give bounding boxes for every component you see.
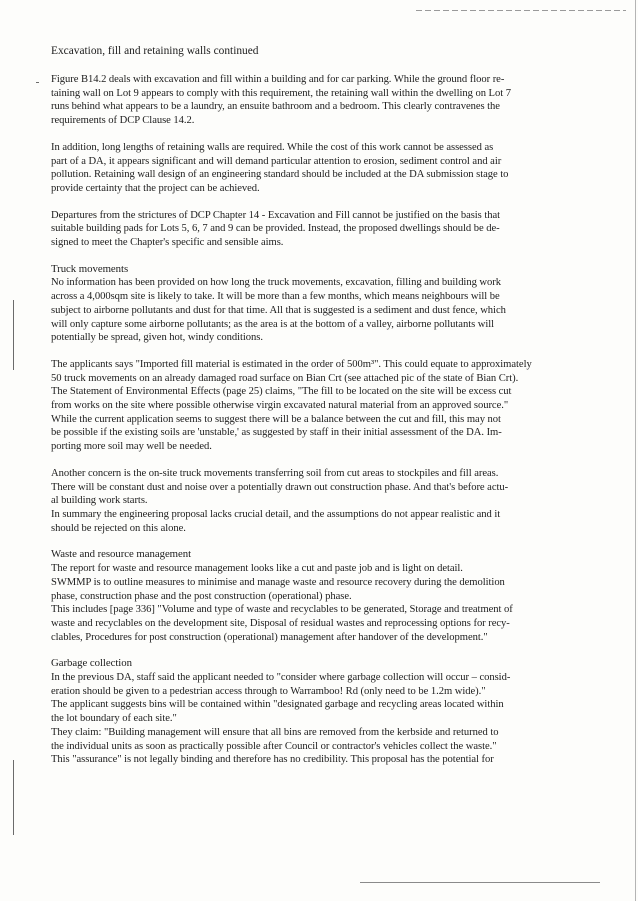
- text-line: runs behind what appears to be a laundry, an ensuite bathroom and a bedroom. This clearly contravenes the: [51, 101, 500, 113]
- text-line: 50 truck movements on an already damaged road surface on Bian Crt (see attached pic of the state of Bian Crt).: [51, 372, 519, 384]
- text-line: Another concern is the on-site truck movements transferring soil from cut areas to stockpiles and fill areas.: [51, 467, 499, 479]
- section-garbage-collection: [51, 657, 623, 767]
- text-line: porting more soil may well be needed.: [51, 441, 212, 453]
- margin-bar-left-1: [13, 300, 14, 370]
- text-line: pollution. Retaining wall design of an engineering standard should be included at the DA submission stage to: [51, 169, 509, 181]
- paragraph-onsite-movements: [51, 467, 623, 536]
- page-heading: Excavation, fill and retaining walls continued: [51, 45, 259, 57]
- section-waste-management: [51, 548, 623, 644]
- text-line: signed to meet the Chapter's specific and sensible aims.: [51, 237, 284, 249]
- text-line: In addition, long lengths of retaining walls are required. While the cost of this work cannot be assessed as: [51, 141, 494, 153]
- text-line: No information has been provided on how long the truck movements, excavation, filling and building work: [51, 277, 501, 289]
- text-line: the individual units as soon as practically possible after Council or contractor's vehicles collect the waste.": [51, 740, 497, 752]
- text-line: Figure B14.2 deals with excavation and fill within a building and for car parking. While the ground floor re-: [51, 74, 505, 85]
- text-line: The applicants says "Imported fill material is estimated in the order of 500m³". This could equate to approximately: [51, 358, 532, 370]
- paragraph-dcp-departures: [51, 209, 623, 250]
- scan-bottom-line: [360, 882, 600, 883]
- text-line: The report for waste and resource management looks like a cut and paste job and is light on detail.: [51, 563, 463, 575]
- text-line: The applicant suggests bins will be contained within "designated garbage and recycling areas located within: [51, 699, 504, 711]
- text-line: requirements of DCP Clause 14.2.: [51, 115, 195, 127]
- document-page: [51, 44, 623, 767]
- text-line: from works on the site where possible otherwise virgin excavated natural material from an approved source.": [51, 400, 509, 412]
- text-line: across a 4,000sqm site is likely to take. It will be more than a few months, which means neighbours will be: [51, 291, 500, 303]
- text-line: provide certainty that the project can be achieved.: [51, 182, 260, 194]
- text-line: phase, construction phase and the post construction (operational) phase.: [51, 590, 352, 602]
- text-line: While the current application seems to suggest there will be a balance between the cut and fill, this may not: [51, 413, 501, 425]
- text-line: Departures from the strictures of DCP Chapter 14 - Excavation and Fill cannot be justified on the basis that: [51, 209, 501, 221]
- text-line: potentially be spread, given hot, windy conditions.: [51, 332, 263, 344]
- text-line: the lot boundary of each site.": [51, 713, 177, 725]
- paragraph-retaining-walls: [51, 141, 623, 196]
- text-line: The Statement of Environmental Effects (page 25) claims, "The fill to be located on the site will be excess cut: [51, 386, 512, 398]
- paragraph-imported-fill: [51, 358, 623, 454]
- text-line: waste and recyclables on the development site, Disposal of residual wastes and reprocessing options for recy-: [51, 617, 510, 629]
- text-line: al building work starts.: [51, 495, 148, 507]
- scan-top-edge-line: [416, 10, 626, 11]
- text-line: eration should be given to a pedestrian access through to Warramboo! Rd (only need to be 1.2m wide).": [51, 685, 486, 697]
- text-line: SWMMP is to outline measures to minimise and manage waste and resource recovery during the demolition: [51, 576, 505, 588]
- scan-right-edge-line: [635, 0, 636, 901]
- section-title-garbage: Garbage collection: [51, 657, 132, 670]
- scan-tick-mark: [36, 82, 39, 83]
- text-line: There will be constant dust and noise over a potentially drawn out construction phase. And that's before actu-: [51, 481, 509, 493]
- text-line: subject to airborne pollutants and dust for that time. All that is suggested is a sediment and dust fence, which: [51, 304, 506, 316]
- text-line: taining wall on Lot 9 appears to comply with this requirement, the retaining wall within the dwelling on Lot 7: [51, 87, 511, 99]
- text-line: clables, Procedures for post construction (operational) management after handover of the development.": [51, 631, 488, 643]
- text-line: suitable building pads for Lots 5, 6, 7 and 9 can be provided. Instead, the proposed dwellings should be de-: [51, 223, 500, 235]
- section-title-truck: Truck movements: [51, 262, 129, 275]
- text-line: be possible if the existing soils are 'unstable,' as suggested by staff in their initial assessment of the DA. Im-: [51, 427, 502, 439]
- text-line: This "assurance" is not legally binding and therefore has no credibility. This proposal has the potential for: [51, 754, 494, 766]
- text-line: They claim: "Building management will ensure that all bins are removed from the kerbside and returned to: [51, 726, 499, 738]
- text-line: will only capture some airborne pollutants; as the area is at the bottom of a valley, airborne pollutants will: [51, 318, 495, 330]
- section-title-waste: Waste and resource management: [51, 548, 192, 561]
- text-line: part of a DA, it appears significant and will demand particular attention to erosion, sediment control and air: [51, 155, 502, 167]
- margin-bar-left-2: [13, 760, 14, 835]
- text-line: This includes [page 336] "Volume and type of waste and recyclables to be generated, Storage and treatment of: [51, 604, 513, 616]
- paragraph-figure-b14: [51, 73, 623, 128]
- section-truck-movements: [51, 263, 623, 345]
- text-line: In summary the engineering proposal lacks crucial detail, and the assumptions do not appear realistic and it: [51, 508, 501, 520]
- text-line: should be rejected on this alone.: [51, 522, 186, 534]
- text-line: In the previous DA, staff said the applicant needed to "consider where garbage collection will occur – consid-: [51, 672, 511, 684]
